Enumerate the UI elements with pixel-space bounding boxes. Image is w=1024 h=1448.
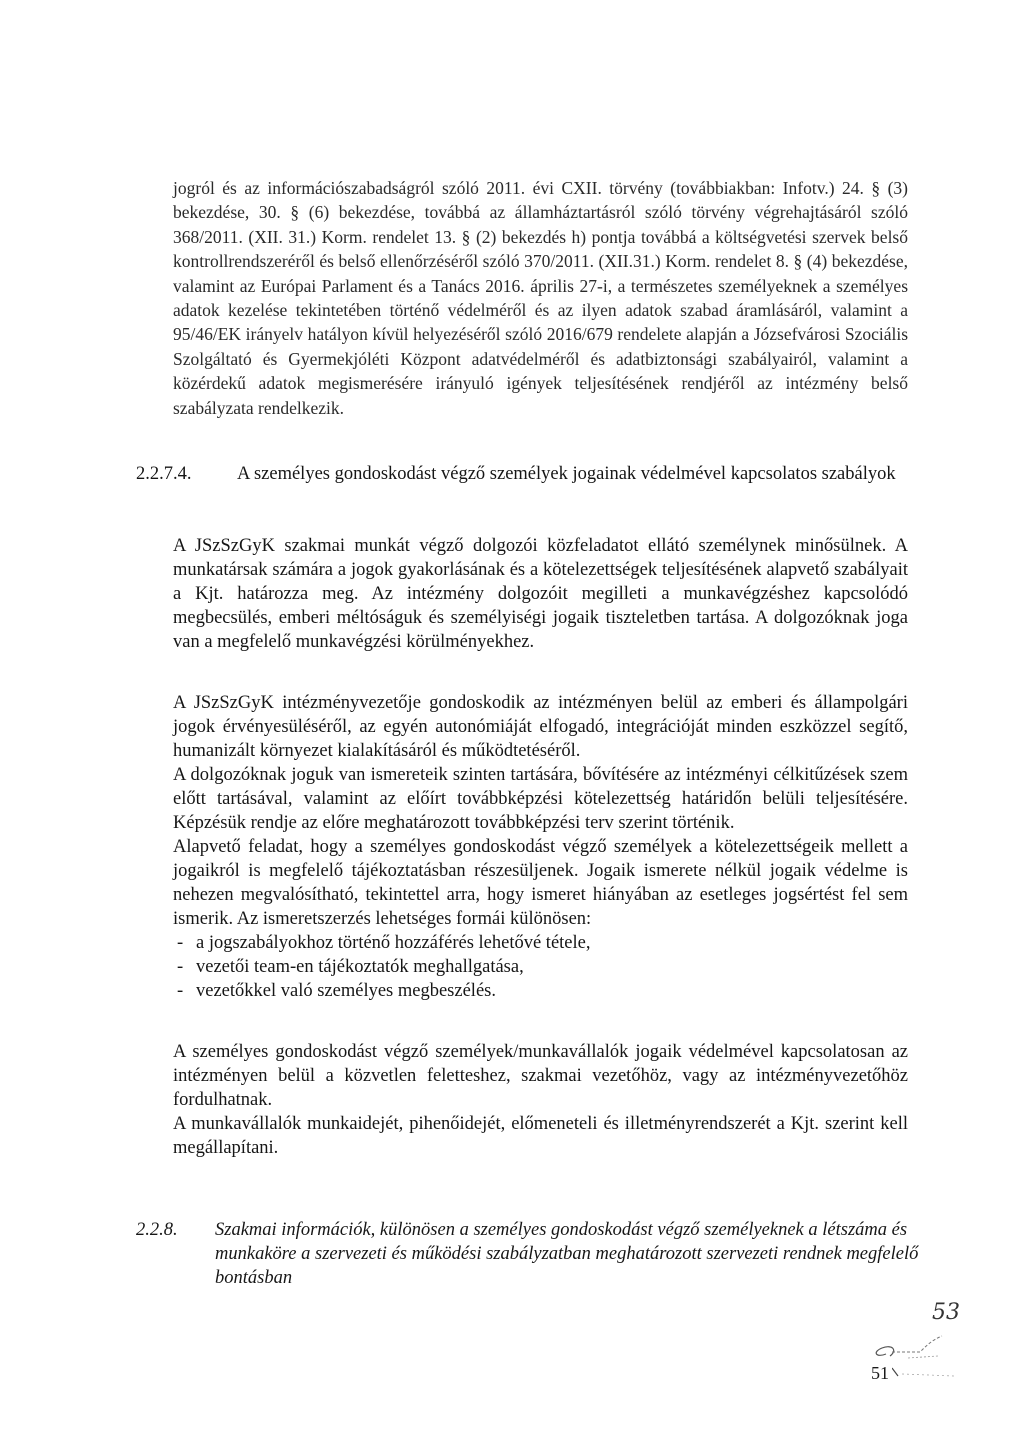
handwritten-page-number: 53	[932, 1300, 960, 1325]
section-2274-body	[173, 534, 908, 1160]
knowledge-forms-list	[173, 931, 908, 1003]
section-2274-para5: A személyes gondoskodást végző személyek/munkavállalók jogaik védelmével kapcsolatosan az intézményen belül a közvetlen feletteshez, szakmai vezetőhöz, vagy az intézményvezetőhöz fordulhatnak.	[173, 1042, 908, 1110]
section-228-title: Szakmai információk, különösen a személyes gondoskodást végző személyeknek a létszáma és munkaköre a szervezeti és működési szabályzatban meghatározott szervezeti rendnek megfelelő bontásban	[215, 1220, 919, 1288]
page-number-tail-icon	[892, 1366, 962, 1380]
section-2274-title: A személyes gondoskodást végző személyek jogainak védelmével kapcsolatos szabályok	[237, 464, 896, 484]
section-2274-para6: A munkavállalók munkaidejét, pihenőidejét, előmeneteli és illetményrendszerét a Kjt. szerint kell megállapítani.	[173, 1114, 908, 1158]
intro-text: jogról és az információszabadságról szóló 2011. évi CXII. törvény (továbbiakban: Infotv.) 24. § (3) bekezdése, 30. § (6) bekezdése, továbbá az államháztartásról szóló törvény végrehajtásáról szóló 368/2011. (XII. 31.) Korm. rendelet 13. § (2) bekezdés h) pontja továbbá a költségvetési szervek belső kontrollrendszeréről és belső ellenőrzéséről szóló 370/2011. (XII.31.) Korm. rendelet 8. § (4) bekezdése, valamint az Európai Parlament és a Tanács 2016. április 27-i, a természetes személyeknek a személyes adatok kezelése tekintetében történő védelméről és az ilyen adatok szabad áramlásáról, valamint a 95/46/EK irányelv hatályon kívül helyezéséről szóló 2016/679 rendelete alapján a Józsefvárosi Szociális Szolgáltató és Gyermekjóléti Központ adatvédelméről és adatbiztonsági szabályairól, valamint a közérdekű adatok megismerésére irányuló igények teljesítésének rendjéről az intézmény belső szabályzata rendelkezik.	[173, 178, 908, 418]
section-2274-number: 2.2.7.4.	[136, 464, 192, 484]
section-2274-para1: A JSzSzGyK szakmai munkát végző dolgozói közfeladatot ellátó személynek minősülnek. A munkatársak számára a jogok gyakorlásának és a kötelezettségek teljesítésének alapvető szabályait a Kjt. határozza meg. Az intézmény dolgozóit megilleti a munkavégzéshez kapcsolódó megbecsülés, emberi méltóságuk és személyiségi jogaik tiszteletben tartása. A dolgozóknak joga van a megfelelő munkavégzési körülményekhez.	[173, 536, 908, 652]
list-item: - vezetőkkel való személyes megbeszélés.	[173, 979, 908, 1003]
section-228-number: 2.2.8.	[136, 1220, 178, 1240]
list-item: - a jogszabályokhoz történő hozzáférés lehetővé tétele,	[173, 931, 908, 955]
section-2274-para3: A dolgozóknak joguk van ismereteik szinten tartására, bővítésére az intézményi célkitűzések szem előtt tartásával, valamint az előírt továbbképzési kötelezettség határidőn belüli teljesítésére. Képzésük rendje az előre meghatározott továbbképzési terv szerint történik.	[173, 765, 908, 833]
section-2274-para2: A JSzSzGyK intézményvezetője gondoskodik az intézményen belül az emberi és állampolgári jogok érvényesüléséről, az egyén autonómiáját elfogadó, integrációját minden eszközzel segítő, humanizált környezet kialakításáról és működtetéséről.	[173, 693, 908, 761]
list-item: - vezetői team-en tájékoztatók meghallgatása,	[173, 955, 908, 979]
section-2274-para4: Alapvető feladat, hogy a személyes gondoskodást végző személyek a kötelezettségeik mellett a jogaikról is megfelelő tájékoztatásban részesüljenek. Jogaik ismerete nélkül jogaik védelme is nehezen megvalósítható, tekintettel arra, hogy ismeret hiányában az esetleges jogsértést fel sem ismerik. Az ismeretszerzés lehetséges formái különösen:	[173, 837, 908, 929]
handwritten-scribble-icon	[868, 1332, 958, 1364]
page-number: 51	[871, 1363, 889, 1383]
intro-paragraph	[173, 176, 908, 420]
